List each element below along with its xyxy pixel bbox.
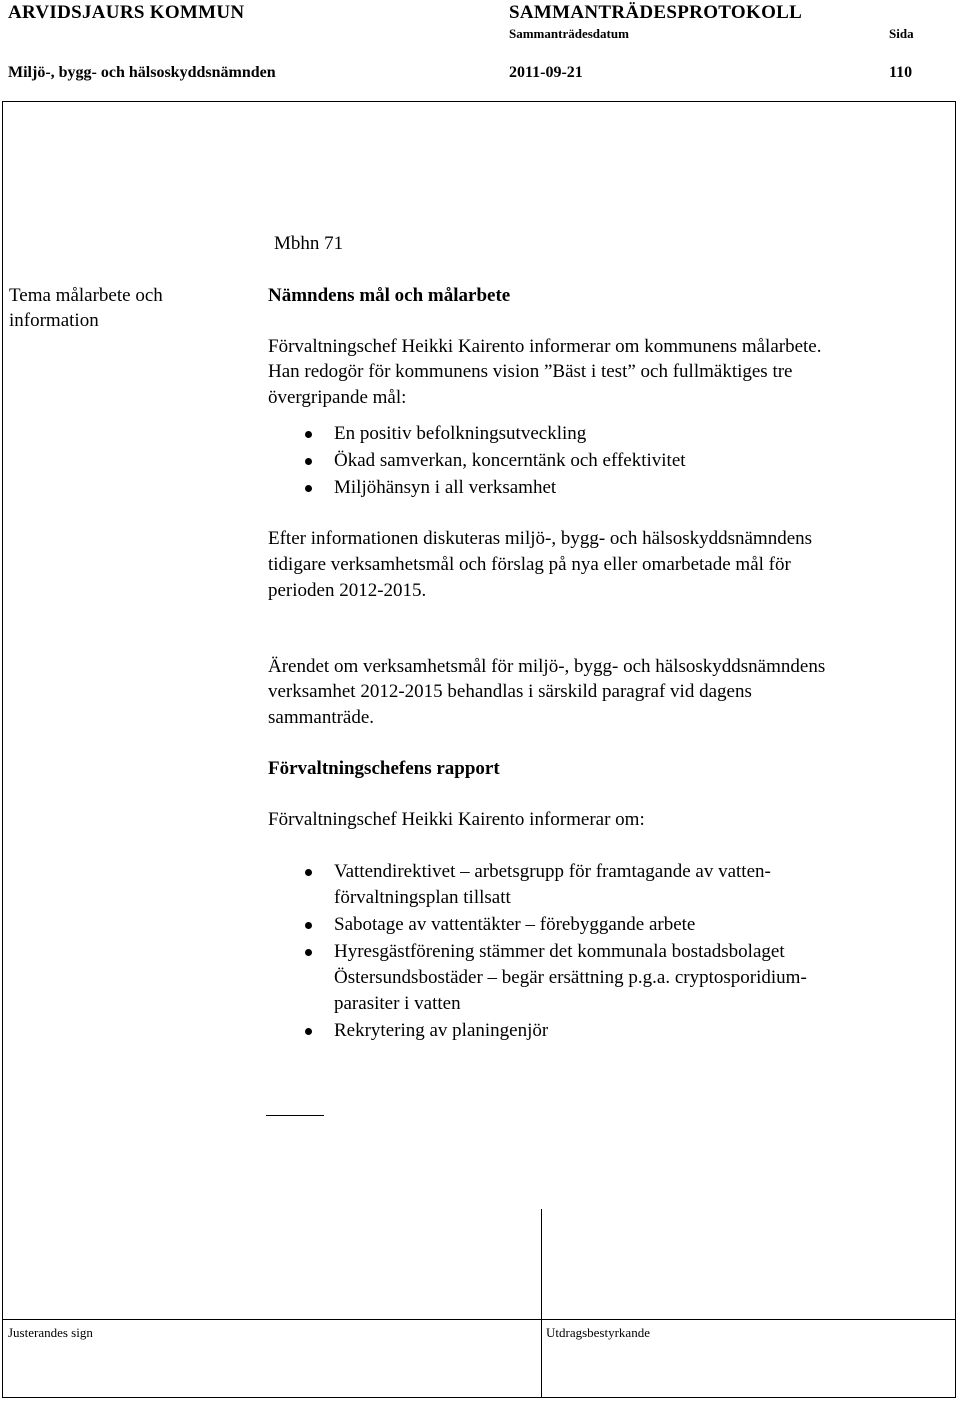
- bullet-icon: [305, 485, 312, 492]
- page-label: Sida: [889, 26, 914, 41]
- bullet-icon: [305, 949, 312, 956]
- section-title: Nämndens mål och målarbete: [268, 285, 511, 306]
- paragraph-id: Mbhn 71: [274, 233, 344, 254]
- list-item: [268, 421, 908, 447]
- margin-heading-line1: Tema målarbete och: [9, 285, 163, 306]
- list-item-text: En positiv befolkningsutveckling: [334, 423, 587, 444]
- protocol-title: SAMMANTRÄDESPROTOKOLL: [509, 2, 803, 23]
- matter-line: sammanträde.: [268, 707, 375, 728]
- discussion-line: tidigare verksamhetsmål och förslag på nya eller omarbetade mål för: [268, 554, 791, 575]
- meeting-date: 2011-09-21: [509, 64, 583, 81]
- report-intro: Förvaltningschef Heikki Kairento informerar om:: [268, 809, 645, 830]
- organization-name: ARVIDSJAURS KOMMUN: [8, 2, 245, 23]
- list-item-text: Rekrytering av planingenjör: [334, 1020, 549, 1041]
- list-item: [268, 859, 908, 911]
- list-item-text: Hyresgästförening stämmer det kommunala bostadsbolaget: [334, 941, 785, 962]
- footer-divider: [2, 1319, 956, 1320]
- list-item-text: Vattendirektivet – arbetsgrupp för framtagande av vatten-: [334, 861, 771, 882]
- bullet-icon: [305, 869, 312, 876]
- footer-column-divider: [541, 1209, 542, 1398]
- bullet-icon: [305, 431, 312, 438]
- list-item: [268, 912, 908, 938]
- extract-certification-label: Utdragsbestyrkande: [546, 1325, 650, 1340]
- bullet-icon: [305, 458, 312, 465]
- discussion-line: Efter informationen diskuteras miljö-, bygg- och hälsoskyddsnämndens: [268, 528, 813, 549]
- list-item-text: parasiter i vatten: [334, 993, 461, 1014]
- list-item: [268, 939, 908, 1017]
- bullet-icon: [305, 922, 312, 929]
- list-item-text: Östersundsbostäder – begär ersättning p.g.a. cryptosporidium-: [334, 967, 807, 988]
- bullet-icon: [305, 1028, 312, 1035]
- list-item-text: förvaltningsplan tillsatt: [334, 887, 511, 908]
- header-labels: [0, 26, 960, 44]
- list-item-text: Miljöhänsyn i all verksamhet: [334, 477, 557, 498]
- goals-list: [268, 421, 908, 501]
- list-item-text: Ökad samverkan, koncerntänk och effektivitet: [334, 450, 686, 471]
- list-item: [268, 1018, 908, 1044]
- matter-line: Ärendet om verksamhetsmål för miljö-, bygg- och hälsoskyddsnämndens: [268, 656, 826, 677]
- report-title: Förvaltningschefens rapport: [268, 758, 500, 779]
- justification-sign-label: Justerandes sign: [8, 1325, 93, 1340]
- margin-heading-line2: information: [9, 310, 99, 331]
- page-number: 110: [889, 64, 913, 81]
- intro-line: Förvaltningschef Heikki Kairento informerar om kommunens målarbete.: [268, 336, 822, 357]
- list-item: [268, 448, 908, 474]
- meeting-date-label: Sammanträdesdatum: [509, 26, 629, 41]
- discussion-line: perioden 2012-2015.: [268, 580, 427, 601]
- intro-line: övergripande mål:: [268, 387, 407, 408]
- matter-line: verksamhet 2012-2015 behandlas i särskild paragraf vid dagens: [268, 681, 752, 702]
- end-rule: [266, 1115, 324, 1116]
- list-item: [268, 475, 908, 501]
- header-info: [0, 64, 960, 86]
- board-name: Miljö-, bygg- och hälsoskyddsnämnden: [8, 64, 276, 81]
- intro-line: Han redogör för kommunens vision ”Bäst i test” och fullmäktiges tre: [268, 361, 793, 382]
- report-items-list: [268, 859, 908, 1044]
- list-item-text: Sabotage av vattentäkter – förebyggande arbete: [334, 914, 696, 935]
